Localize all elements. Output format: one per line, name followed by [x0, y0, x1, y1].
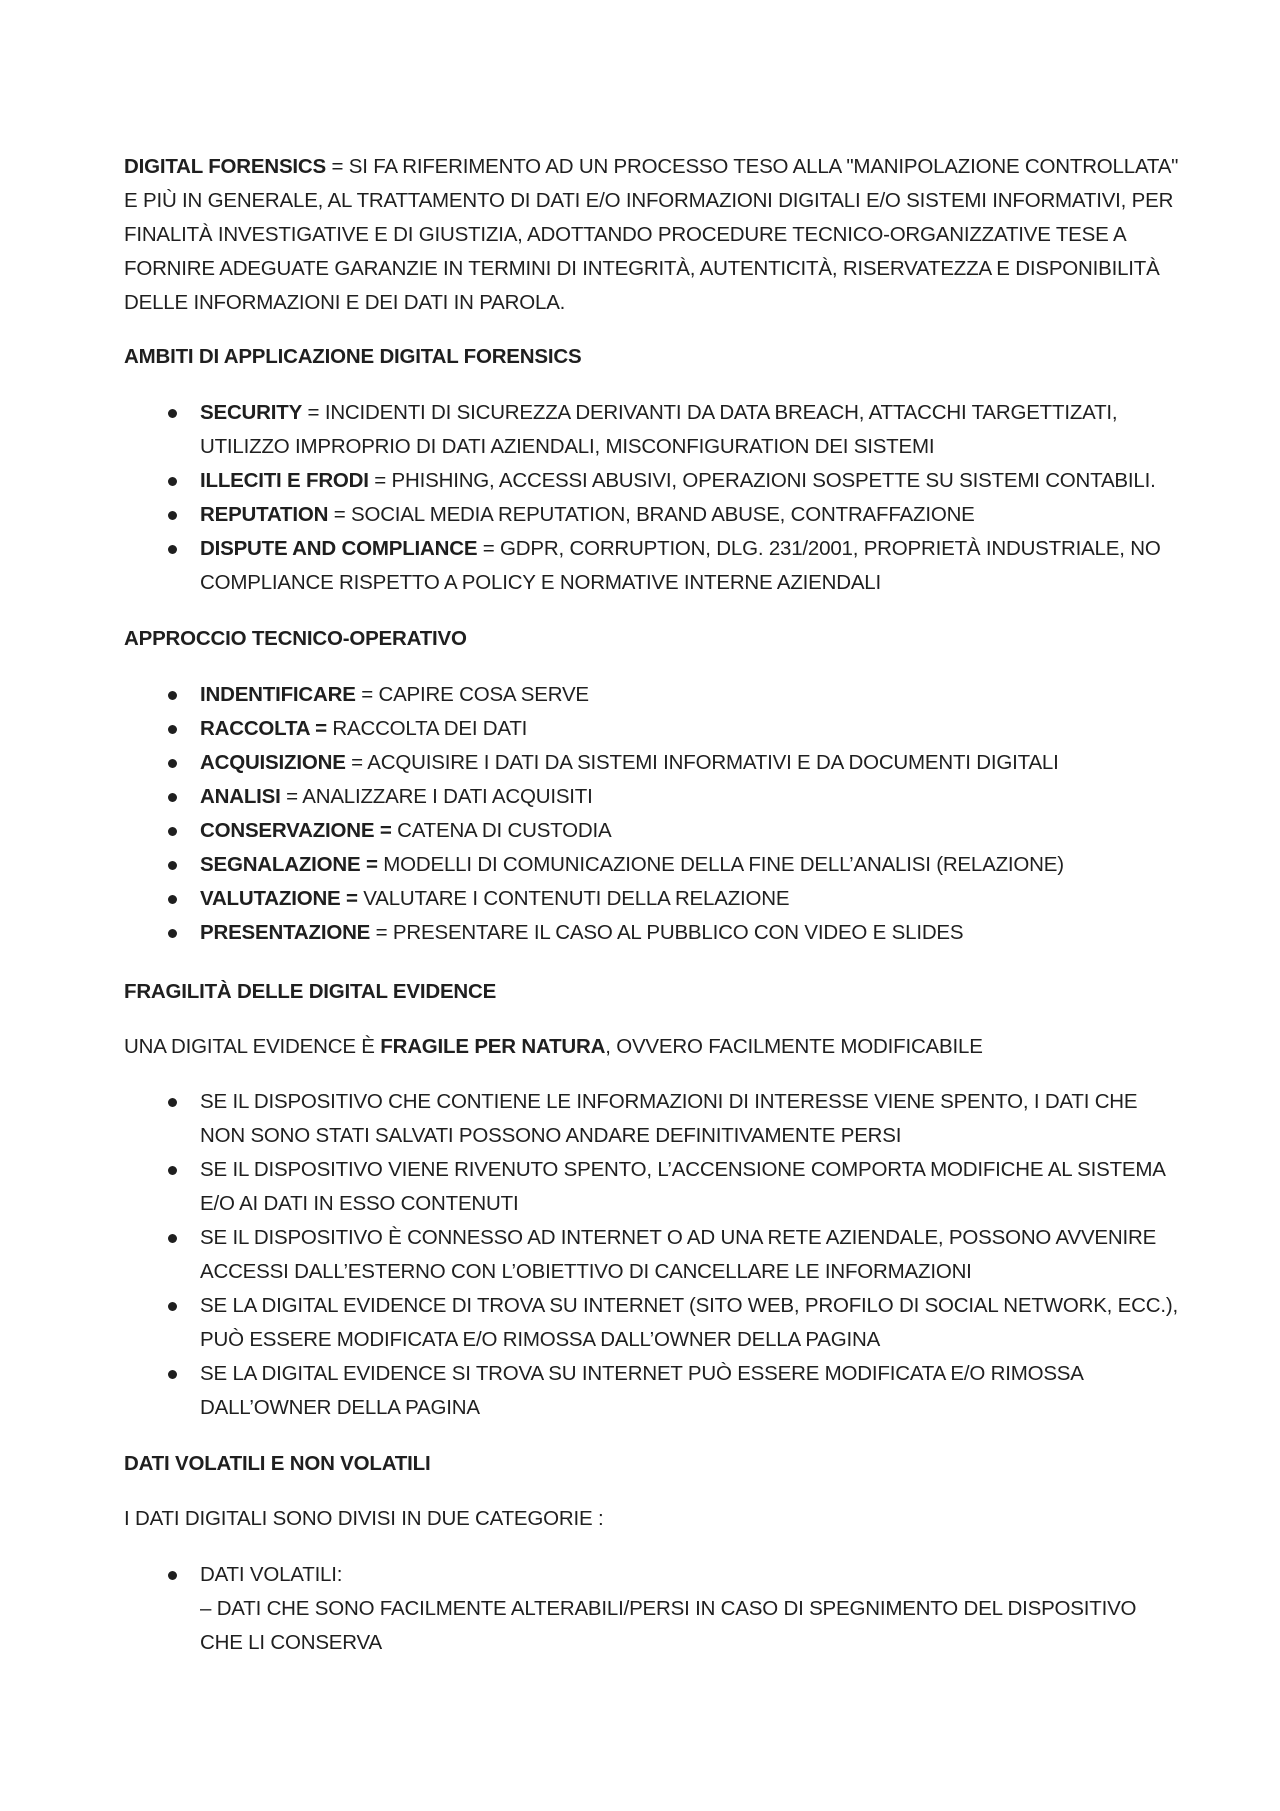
item-title: DATI VOLATILI:	[200, 1563, 343, 1586]
item-text: SE IL DISPOSITIVO VIENE RIVENUTO SPENTO, L’ACCENSIONE COMPORTA MODIFICHE AL SISTEMA E/O AI DATI IN ESSO CONTENUTI	[200, 1158, 1165, 1215]
item-text: = INCIDENTI DI SICUREZZA DERIVANTI DA DATA BREACH, ATTACCHI TARGETTIZATI, UTILIZZO IMPROPRIO DI DATI AZIENDALI, MISCONFIGURATION DEI SISTEMI	[200, 401, 1118, 458]
list-item	[124, 1289, 1184, 1357]
item-term: ILLECITI E FRODI	[200, 469, 369, 492]
bullet-icon	[168, 409, 177, 418]
item-text: – DATI CHE SONO FACILMENTE ALTERABILI/PERSI IN CASO DI SPEGNIMENTO DEL DISPOSITIVO CHE LI CONSERVA	[200, 1597, 1137, 1654]
list-item	[124, 1357, 1184, 1425]
item-term: VALUTAZIONE =	[200, 887, 358, 910]
item-term: REPUTATION	[200, 503, 329, 526]
bullet-icon	[168, 511, 177, 520]
bullet-icon	[168, 477, 177, 486]
list-item	[124, 498, 1184, 532]
list-item	[124, 712, 1184, 746]
list-item	[124, 1558, 1184, 1660]
bullet-icon	[168, 1571, 177, 1580]
item-text: = PRESENTARE IL CASO AL PUBBLICO CON VIDEO E SLIDES	[370, 921, 964, 944]
fragilita-lead	[124, 1030, 1184, 1064]
lead-emphasis: FRAGILE PER NATURA	[380, 1035, 606, 1058]
bullet-icon	[168, 1166, 177, 1175]
bullet-icon	[168, 1234, 177, 1243]
item-text: SE LA DIGITAL EVIDENCE DI TROVA SU INTERNET (SITO WEB, PROFILO DI SOCIAL NETWORK, ECC.), PUÒ ESSERE MODIFICATA E/O RIMOSSA DALL’OWNER DELLA PAGINA	[200, 1294, 1178, 1351]
bullet-icon	[168, 759, 177, 768]
list-item	[124, 746, 1184, 780]
list-item	[124, 678, 1184, 712]
item-text: = CAPIRE COSA SERVE	[355, 683, 589, 706]
bullet-icon	[168, 1370, 177, 1379]
list-item	[124, 848, 1184, 882]
item-term: CONSERVAZIONE =	[200, 819, 392, 842]
item-text: = GDPR, CORRUPTION, DLG. 231/2001, PROPRIETÀ INDUSTRIALE, NO COMPLIANCE RISPETTO A POLICY E NORMATIVE INTERNE AZIENDALI	[200, 537, 1161, 594]
volatili-lead: I DATI DIGITALI SONO DIVISI IN DUE CATEGORIE :	[124, 1507, 604, 1530]
item-term: INDENTIFICARE	[200, 683, 356, 706]
fragilita-list	[124, 1085, 1184, 1425]
approccio-list	[124, 678, 1184, 950]
list-item	[124, 916, 1184, 950]
item-text: SE IL DISPOSITIVO È CONNESSO AD INTERNET O AD UNA RETE AZIENDALE, POSSONO AVVENIRE ACCESSI DALL’ESTERNO CON L’OBIETTIVO DI CANCELLARE LE INFORMAZIONI	[200, 1226, 1157, 1283]
item-text: RACCOLTA DEI DATI	[326, 717, 528, 740]
bullet-icon	[168, 1302, 177, 1311]
bullet-icon	[168, 691, 177, 700]
ambiti-list	[124, 396, 1184, 600]
list-item	[124, 1085, 1184, 1153]
bullet-icon	[168, 861, 177, 870]
item-term: DISPUTE AND COMPLIANCE	[200, 537, 478, 560]
list-item	[124, 532, 1184, 600]
item-text: = SOCIAL MEDIA REPUTATION, BRAND ABUSE, CONTRAFFAZIONE	[328, 503, 975, 526]
approccio-heading: APPROCCIO TECNICO-OPERATIVO	[124, 627, 467, 650]
list-item	[124, 1221, 1184, 1289]
item-text: VALUTARE I CONTENUTI DELLA RELAZIONE	[357, 887, 790, 910]
list-item	[124, 464, 1184, 498]
item-text: SE IL DISPOSITIVO CHE CONTIENE LE INFORMAZIONI DI INTERESSE VIENE SPENTO, I DATI CHE NON SONO STATI SALVATI POSSONO ANDARE DEFINITIVAMENTE PERSI	[200, 1090, 1138, 1147]
list-item	[124, 814, 1184, 848]
intro-term: DIGITAL FORENSICS	[124, 155, 326, 178]
item-text: CATENA DI CUSTODIA	[391, 819, 612, 842]
list-item	[124, 780, 1184, 814]
lead-text: , OVVERO FACILMENTE MODIFICABILE	[605, 1035, 983, 1058]
volatili-heading: DATI VOLATILI E NON VOLATILI	[124, 1452, 431, 1475]
item-term: ANALISI	[200, 785, 281, 808]
item-text: = ACQUISIRE I DATI DA SISTEMI INFORMATIVI E DA DOCUMENTI DIGITALI	[345, 751, 1059, 774]
ambiti-heading: AMBITI DI APPLICAZIONE DIGITAL FORENSICS	[124, 345, 582, 368]
list-item	[124, 882, 1184, 916]
fragilita-heading: FRAGILITÀ DELLE DIGITAL EVIDENCE	[124, 980, 497, 1003]
volatili-list	[124, 1558, 1184, 1660]
item-term: RACCOLTA =	[200, 717, 327, 740]
bullet-icon	[168, 929, 177, 938]
bullet-icon	[168, 545, 177, 554]
intro-paragraph	[124, 150, 1184, 320]
list-item	[124, 396, 1184, 464]
item-term: SEGNALAZIONE =	[200, 853, 378, 876]
item-text: MODELLI DI COMUNICAZIONE DELLA FINE DELL’ANALISI (RELAZIONE)	[377, 853, 1064, 876]
bullet-icon	[168, 827, 177, 836]
bullet-icon	[168, 895, 177, 904]
bullet-icon	[168, 793, 177, 802]
item-text: = PHISHING, ACCESSI ABUSIVI, OPERAZIONI SOSPETTE SU SISTEMI CONTABILI.	[368, 469, 1156, 492]
item-text: = ANALIZZARE I DATI ACQUISITI	[280, 785, 593, 808]
item-term: SECURITY	[200, 401, 303, 424]
bullet-icon	[168, 1098, 177, 1107]
lead-text: UNA DIGITAL EVIDENCE È	[124, 1035, 381, 1058]
item-term: PRESENTAZIONE	[200, 921, 371, 944]
item-term: ACQUISIZIONE	[200, 751, 346, 774]
list-item	[124, 1153, 1184, 1221]
bullet-icon	[168, 725, 177, 734]
item-text: SE LA DIGITAL EVIDENCE SI TROVA SU INTERNET PUÒ ESSERE MODIFICATA E/O RIMOSSA DALL’OWNER DELLA PAGINA	[200, 1362, 1083, 1419]
intro-text: SI FA RIFERIMENTO AD UN PROCESSO TESO ALLA "MANIPOLAZIONE CONTROLLATA" E PIÙ IN GENERALE, AL TRATTAMENTO DI DATI E/O INFORMAZIONI DIGITALI E/O SISTEMI INFORMATIVI, PER FINALITÀ INVESTIGATIVE E DI GIUSTIZIA, ADOTTANDO PROCEDURE TECNICO-ORGANIZZATIVE TESE A FORNIRE ADEGUATE GARANZIE IN TERMINI DI INTEGRITÀ, AUTENTICITÀ, RISERVATEZZA E DISPONIBILITÀ DELLE INFORMAZIONI E DEI DATI IN PAROLA.	[124, 155, 1179, 314]
intro-separator: =	[326, 155, 349, 178]
